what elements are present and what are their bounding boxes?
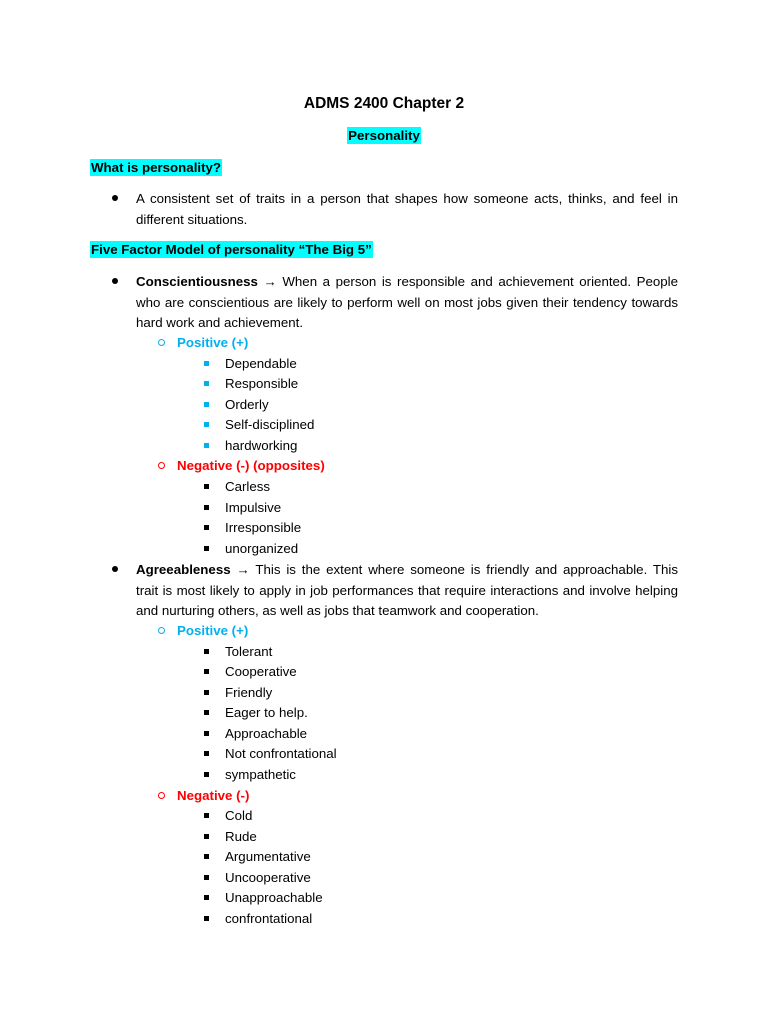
square-bullet-icon bbox=[204, 443, 209, 448]
circle-bullet-icon bbox=[158, 462, 165, 469]
list-item: Orderly bbox=[204, 395, 269, 416]
square-bullet-icon bbox=[204, 484, 209, 489]
square-bullet-icon bbox=[204, 772, 209, 777]
trait-name: Conscientiousness bbox=[136, 274, 258, 289]
square-bullet-icon bbox=[204, 402, 209, 407]
definition-bullet bbox=[90, 189, 678, 230]
square-bullet-icon bbox=[204, 895, 209, 900]
circle-bullet-icon bbox=[158, 627, 165, 634]
bullet-dot-icon bbox=[112, 566, 118, 572]
right-arrow-icon: → bbox=[263, 274, 277, 289]
trait-conscientiousness bbox=[90, 272, 678, 334]
square-bullet-icon bbox=[204, 546, 209, 551]
list-item: hardworking bbox=[204, 436, 297, 457]
list-item: Argumentative bbox=[204, 847, 311, 868]
bullet-dot-icon bbox=[112, 195, 118, 201]
square-bullet-icon bbox=[204, 834, 209, 839]
document-title: ADMS 2400 Chapter 2 bbox=[303, 95, 465, 112]
list-item: Carless bbox=[204, 477, 270, 498]
list-item: Friendly bbox=[204, 683, 272, 704]
trait-agreeableness bbox=[90, 560, 678, 622]
square-bullet-icon bbox=[204, 690, 209, 695]
negative-traits-label: Negative (-) (opposites) bbox=[158, 456, 325, 477]
definition-text: A consistent set of traits in a person that shapes how someone acts, thinks, and feel in different situations. bbox=[136, 191, 678, 227]
list-item: Responsible bbox=[204, 374, 298, 395]
square-bullet-icon bbox=[204, 381, 209, 386]
list-item: Unapproachable bbox=[204, 888, 323, 909]
square-bullet-icon bbox=[204, 422, 209, 427]
square-bullet-icon bbox=[204, 649, 209, 654]
list-item: Cold bbox=[204, 806, 252, 827]
negative-traits-label: Negative (-) bbox=[158, 786, 249, 807]
square-bullet-icon bbox=[204, 916, 209, 921]
list-item: Approachable bbox=[204, 724, 307, 745]
circle-bullet-icon bbox=[158, 339, 165, 346]
list-item: unorganized bbox=[204, 539, 298, 560]
positive-traits-label: Positive (+) bbox=[158, 333, 248, 354]
list-item: confrontational bbox=[204, 909, 312, 930]
trait-description: When a person is responsible and achievement oriented. People who are conscientious are likely to perform well on most jobs given their tendency towards hard work and achievement. bbox=[136, 274, 678, 330]
list-item: Tolerant bbox=[204, 642, 272, 663]
square-bullet-icon bbox=[204, 751, 209, 756]
document-subtitle bbox=[0, 128, 768, 143]
square-bullet-icon bbox=[204, 710, 209, 715]
bullet-dot-icon bbox=[112, 278, 118, 284]
list-item: Eager to help. bbox=[204, 703, 308, 724]
subtitle-highlight: Personality bbox=[348, 128, 420, 143]
right-arrow-icon: → bbox=[236, 562, 250, 577]
square-bullet-icon bbox=[204, 669, 209, 674]
list-item: Cooperative bbox=[204, 662, 297, 683]
list-item: Self-disciplined bbox=[204, 415, 314, 436]
section-heading-big-five: Five Factor Model of personality “The Big 5” bbox=[91, 242, 372, 257]
list-item: Rude bbox=[204, 827, 257, 848]
square-bullet-icon bbox=[204, 361, 209, 366]
list-item: Dependable bbox=[204, 354, 297, 375]
list-item: sympathetic bbox=[204, 765, 296, 786]
list-item: Impulsive bbox=[204, 498, 281, 519]
trait-name: Agreeableness bbox=[136, 562, 231, 577]
square-bullet-icon bbox=[204, 813, 209, 818]
square-bullet-icon bbox=[204, 731, 209, 736]
square-bullet-icon bbox=[204, 854, 209, 859]
section-heading-what-is-personality: What is personality? bbox=[91, 160, 222, 175]
trait-description: This is the extent where someone is friendly and approachable. This trait is most likely to apply in job performances that require interactions and involve helping and nurturing others, as well as jobs that teamwork and cooperation. bbox=[136, 562, 678, 618]
list-item: Uncooperative bbox=[204, 868, 311, 889]
square-bullet-icon bbox=[204, 505, 209, 510]
square-bullet-icon bbox=[204, 525, 209, 530]
list-item: Irresponsible bbox=[204, 518, 301, 539]
list-item: Not confrontational bbox=[204, 744, 337, 765]
positive-traits-label: Positive (+) bbox=[158, 621, 248, 642]
circle-bullet-icon bbox=[158, 792, 165, 799]
square-bullet-icon bbox=[204, 875, 209, 880]
